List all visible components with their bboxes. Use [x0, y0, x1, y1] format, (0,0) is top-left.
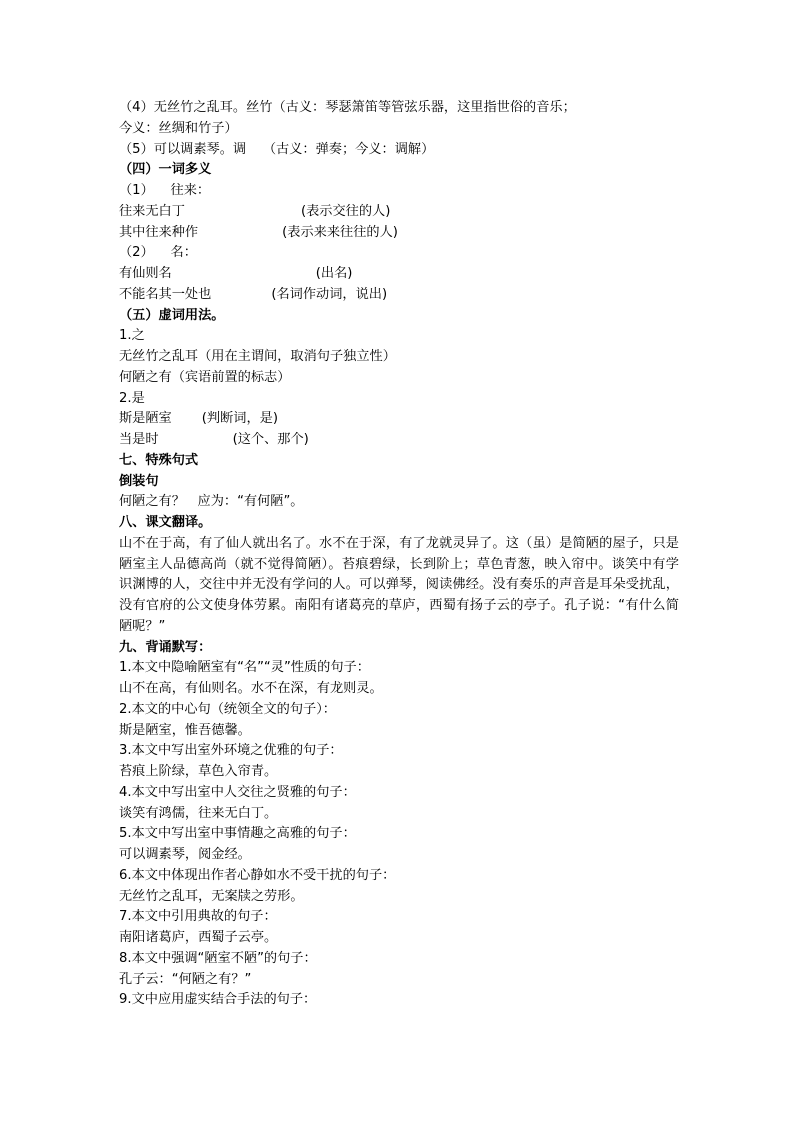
answer-line: 山不在高，有仙则名。水不在深，有龙则灵。	[119, 681, 383, 696]
question-line: 6.本文中体现出作者心静如水不受干扰的句子：	[119, 867, 396, 883]
answer-line: 无丝竹之乱耳，无案牍之劳形。	[119, 888, 304, 904]
text-line: 1.之	[119, 328, 145, 344]
text-line: （2） 名：	[119, 245, 197, 261]
section-heading: 八、课文翻译。	[119, 515, 212, 530]
section-heading: （五）虚词用法。	[119, 307, 225, 323]
text-line: （5）可以调素琴。调 （古义：弹奏；今义：调解）	[119, 141, 435, 157]
example-gloss: (这个、那个)	[232, 432, 309, 447]
example-gloss: (判断词，是)	[201, 411, 278, 427]
example-phrase: 往来无白丁	[119, 203, 185, 219]
question-line: 2.本文的中心句（统领全文的句子）：	[119, 701, 336, 717]
answer-line: 可以调素琴，阅金经。	[119, 847, 251, 862]
example-phrase: 当是时	[119, 432, 159, 447]
example-gloss: (出名)	[315, 266, 353, 281]
text-line: （1） 往来：	[119, 183, 211, 198]
answer-line: 斯是陋室，惟吾德馨。	[119, 722, 251, 738]
example-phrase: 不能名其一处也	[119, 286, 212, 302]
translation-paragraph: 山不在于高，有了仙人就出名了。水不在于深，有了龙就灵异了。这（虽）是简陋的屋子，只是陋室主人品德高尚（就不觉得简陋）。苔痕碧绿，长到阶上；草色青葱，映入帘中。谈笑中有学识渊博的人，交往中并无没有学问的人。可以弹琴，阅读佛经。没有奏乐的声音是耳朵受扰乱，没有官府的公文使身体劳累。南阳有诸葛亮的草庐，西蜀有扬子云的亭子。孔子说：“有什么简陋呢？”	[119, 535, 679, 634]
subsection-heading: 倒装句	[119, 473, 159, 489]
example-phrase: 有仙则名	[119, 266, 172, 281]
text-line: 无丝竹之乱耳（用在主谓间，取消句子独立性）	[119, 349, 396, 364]
question-line: 7.本文中引用典故的句子：	[119, 909, 277, 925]
text-line	[119, 285, 679, 306]
text-line: 何陋之有？ 应为：“有何陋”。	[119, 494, 304, 510]
text-line	[119, 202, 679, 223]
answer-line: 孔子云：“何陋之有？”	[119, 971, 252, 987]
text-line: 今义：丝绸和竹子）	[119, 120, 238, 136]
text-line	[119, 409, 679, 430]
question-line: 5.本文中写出室中事情趣之高雅的句子：	[119, 826, 356, 842]
example-gloss: (表示交往的人)	[300, 203, 391, 219]
example-phrase: 斯是陋室	[119, 411, 172, 427]
text-line	[119, 223, 679, 244]
question-line: 3.本文中写出室外环境之优雅的句子：	[119, 743, 343, 759]
text-line	[119, 430, 679, 451]
text-line	[119, 264, 679, 285]
example-gloss: (名词作动词，说出)	[271, 286, 388, 302]
answer-line: 谈笑有鸿儒，往来无白丁。	[119, 805, 278, 821]
answer-line: 苔痕上阶绿，草色入帘青。	[119, 764, 278, 779]
example-gloss: (表示来来往往的人)	[282, 224, 398, 240]
question-line: 9.文中应用虚实结合手法的句子：	[119, 992, 317, 1008]
section-heading: 九、背诵默写：	[119, 639, 212, 655]
section-heading: （四）一词多义	[119, 162, 212, 178]
question-line: 1.本文中隐喻陋室有“名”“灵”性质的句子：	[119, 660, 370, 676]
section-heading: 七、特殊句式	[119, 452, 199, 468]
text-line: 2.是	[119, 390, 145, 406]
answer-line: 南阳诸葛庐，西蜀子云亭。	[119, 930, 278, 945]
example-phrase: 其中往来种作	[119, 224, 199, 240]
document-body	[119, 98, 679, 1011]
text-line: （4）无丝竹之乱耳。丝竹（古义：琴瑟箫笛等管弦乐器，这里指世俗的音乐；	[119, 100, 576, 115]
question-line: 4.本文中写出室中人交往之贤雅的句子：	[119, 784, 356, 800]
question-line: 8.本文中强调“陋室不陋”的句子：	[119, 950, 317, 966]
text-line: 何陋之有（宾语前置的标志）	[119, 369, 291, 385]
